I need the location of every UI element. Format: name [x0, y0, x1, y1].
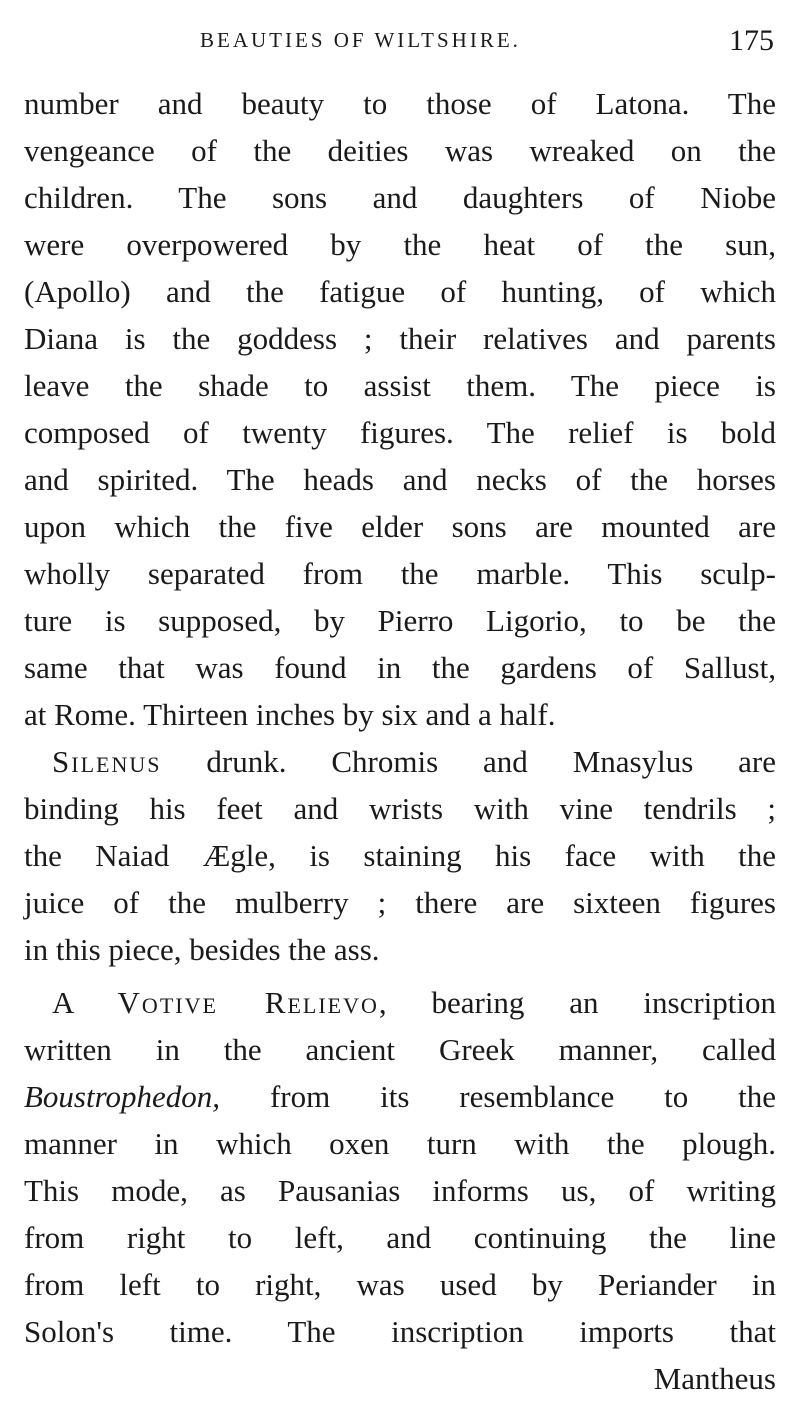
text-line: juice of the mulberry ; there are sixteen figures [24, 885, 776, 920]
text-line: vengeance of the deities was wreaked on the [24, 133, 776, 168]
text-line: from left to right, was used by Periander in [24, 1267, 776, 1302]
text-line: written in the ancient Greek manner, called [24, 1032, 776, 1067]
text-line: (Apollo) and the fatigue of hunting, of which [24, 274, 776, 309]
text-line: were overpowered by the heat of the sun, [24, 227, 776, 262]
text-line: number and beauty to those of Latona. The [24, 86, 776, 121]
text-line [24, 1073, 776, 1120]
text-line: upon which the five elder sons are mounted are [24, 509, 776, 544]
text-line: ture is supposed, by Pierro Ligorio, to be the [24, 603, 776, 638]
body-text [24, 80, 776, 1402]
entry-title-votive-relievo: Votive Relievo [117, 985, 379, 1020]
paragraph-votive-relievo [24, 979, 776, 1355]
text-line: wholly separated from the marble. This sculp- [24, 556, 776, 591]
text-line [24, 979, 776, 1026]
page-number: 175 [729, 24, 774, 57]
text-line: leave the shade to assist them. The piece is [24, 368, 776, 403]
text-fragment: from its resemblance to the [220, 1079, 776, 1114]
italic-term: Boustrophedon, [24, 1079, 221, 1114]
text-line: in this piece, besides the ass. [24, 932, 380, 967]
text-line: composed of twenty figures. The relief is bold [24, 415, 776, 450]
catchword: Mantheus [653, 1361, 776, 1396]
running-head [0, 24, 800, 64]
text-line: binding his feet and wrists with vine tendrils ; [24, 791, 776, 826]
paragraph-niobe [24, 80, 776, 738]
text-line: manner in which oxen turn with the plough. [24, 1126, 776, 1161]
text-line: from right to left, and continuing the line [24, 1220, 776, 1255]
text-line: at Rome. Thirteen inches by six and a half. [24, 697, 556, 732]
running-title: BEAUTIES OF WILTSHIRE. [200, 28, 521, 52]
text-line: and spirited. The heads and necks of the horses [24, 462, 776, 497]
text-fragment: , bearing an inscription [378, 985, 777, 1020]
text-line: the Naiad Ægle, is staining his face with the [24, 838, 776, 873]
text-fragment: A [52, 985, 118, 1020]
text-line: Diana is the goddess ; their relatives and parents [24, 321, 776, 356]
text-line: Solon's time. The inscription imports that [24, 1314, 776, 1349]
paragraph-silenus [24, 738, 776, 973]
text-fragment: drunk. Chromis and Mnasylus are [161, 744, 776, 779]
text-line: This mode, as Pausanias informs us, of writing [24, 1173, 776, 1208]
text-line [24, 738, 776, 785]
text-line: children. The sons and daughters of Niobe [24, 180, 776, 215]
text-line: same that was found in the gardens of Sallust, [24, 650, 776, 685]
entry-title-silenus: Silenus [52, 744, 162, 779]
